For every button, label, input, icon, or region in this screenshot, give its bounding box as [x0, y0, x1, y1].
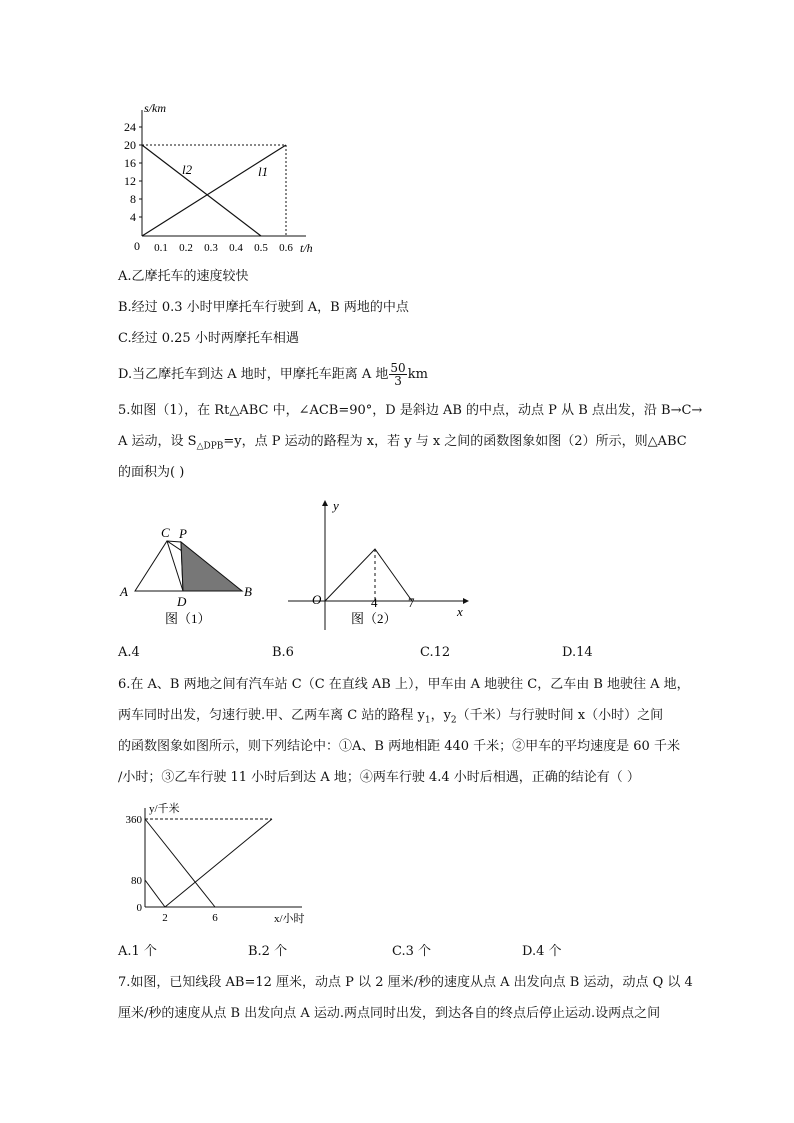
y-tick: 16	[124, 156, 136, 170]
x-axis-label: x/小时	[274, 913, 305, 925]
x-tick: 0.5	[254, 242, 268, 254]
y-tick: 80	[131, 875, 142, 887]
q7-line-2: 厘米/秒的速度从点 B 出发向点 A 运动.两点同时出发，到达各自的终点后停止运动.设两点之间	[118, 1006, 661, 1021]
q7-line-1: 7.如图，已知线段 AB=12 厘米，动点 P 以 2 厘米/秒的速度从点 A 出发向点 B 运动，动点 Q 以 4	[118, 975, 693, 990]
vertex-a: A	[120, 584, 128, 599]
vertex-c: C	[161, 525, 170, 540]
fraction: $\frac{50}{3}$	[390, 361, 406, 388]
q5-option-b: B.6	[272, 645, 294, 660]
q4-option-d: D.当乙摩托车到达 A 地时，甲摩托车距离 A 地 $\frac{50}{3}$ km	[118, 361, 428, 388]
x-tick: 0.4	[229, 242, 243, 254]
q6-option-a: A.1 个	[118, 944, 157, 959]
x-tick: 0.1	[154, 242, 168, 254]
y-tick: 360	[125, 814, 142, 826]
x-tick: 6	[212, 912, 218, 924]
y-axis-label: s/km	[144, 101, 166, 115]
point-p: P	[179, 526, 187, 541]
y-tick: 24	[124, 120, 136, 134]
q6-line-3: 的函数图象如图所示，则下列结论中：①A、B 两地相距 440 千米；②甲车的平均速度是 60 千米	[118, 739, 680, 754]
x-tick: 0.3	[204, 242, 218, 254]
q5-line-3: 的面积为( )	[118, 465, 185, 480]
y-tick: 8	[130, 192, 136, 206]
x-tick: 4	[371, 595, 378, 610]
triangle-figure	[115, 525, 265, 630]
x-axis-label: t/h	[300, 241, 313, 255]
distance-time-graph	[110, 100, 335, 258]
q5-option-d: D.14	[562, 645, 593, 660]
y-tick: 20	[124, 138, 136, 152]
q6-line-4: /小时；③乙车行驶 11 小时后到达 A 地；④两车行驶 4.4 小时后相遇，正确的结论有（ ）	[118, 770, 640, 785]
q4-option-a: A.乙摩托车的速度较快	[118, 269, 249, 284]
origin-label: 0	[134, 239, 140, 253]
q5-line-2: A 运动，设 $S_{\triangle DPB}=y$，点 P 运动的路程为 x，若 y 与 x 之间的函数图象如图（2）所示，则△ABC	[118, 434, 687, 452]
line-l2	[142, 145, 261, 236]
x-tick: 0.2	[179, 242, 193, 254]
label-l2: l2	[182, 162, 193, 177]
q6-option-b: B.2 个	[248, 944, 288, 959]
q4-option-c: C.经过 0.25 小时两摩托车相遇	[118, 331, 299, 346]
vertex-b: B	[244, 584, 252, 599]
q6-option-c: C.3 个	[392, 944, 432, 959]
point-d: D	[177, 594, 187, 609]
distance-time-graph-q6	[112, 800, 342, 930]
x-tick: 2	[162, 912, 168, 924]
q6-option-d: D.4 个	[522, 944, 562, 959]
x-axis-label: x	[457, 604, 463, 619]
q6-line-2: 两车同时出发，匀速行驶.甲、乙两车离 C 站的路程 $y_1$，$y_2$（千米）与行驶时间 x（小时）之间	[118, 708, 664, 726]
x-tick: 0.6	[279, 242, 293, 254]
q4-option-b: B.经过 0.3 小时甲摩托车行驶到 A，B 两地的中点	[118, 300, 409, 315]
label-l1: l1	[258, 164, 269, 179]
q5-line-1: 5.如图（1），在 Rt△ABC 中，∠ACB=90°，D 是斜边 AB 的中点，动点 P 从 B 点出发，沿 B→C→	[118, 403, 703, 418]
piecewise-graph	[283, 498, 473, 633]
y-tick: 4	[130, 210, 136, 224]
caption-fig-2: 图（2）	[351, 611, 397, 626]
q5-option-c: C.12	[420, 645, 451, 660]
y-tick: 0	[136, 902, 142, 914]
origin-label: O	[312, 592, 322, 607]
x-tick: 7	[408, 595, 415, 610]
y-axis-label: y/千米	[149, 803, 180, 815]
caption-fig-1: 图（1）	[165, 611, 211, 626]
q6-line-1: 6.在 A、B 两地之间有汽车站 C（C 在直线 AB 上），甲车由 A 地驶往 C，乙车由 B 地驶往 A 地，	[118, 677, 690, 692]
line-l1	[142, 145, 286, 236]
y-axis-label: y	[333, 498, 339, 513]
q5-option-a: A.4	[118, 645, 140, 660]
y-tick: 12	[124, 174, 136, 188]
